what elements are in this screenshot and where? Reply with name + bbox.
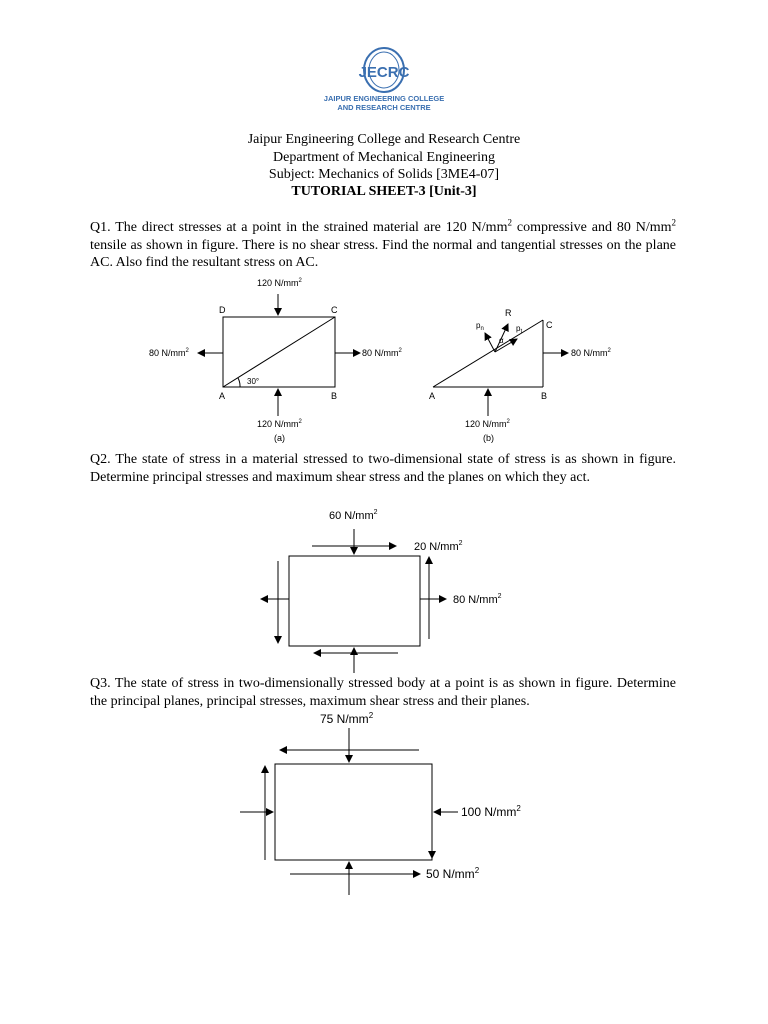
q2-figure [250,505,530,665]
svg-text:(a): (a) [274,433,285,443]
svg-text:A: A [429,391,436,401]
svg-text:R: R [505,308,512,318]
svg-text:100 N/mm2: 100 $N/mm^2$ [461,804,521,819]
question-3: Q3. The state of stress in two-dimensionally stressed body at a point is as shown in figure. Determine the principal planes, principal stresses, maximum shear stress and their planes. [90,676,676,709]
svg-text:80 N/mm2: 80 $N/mm^2$ [453,593,502,606]
logo-caption [300,94,468,112]
svg-text:C: C [331,305,338,315]
q3-figure [230,710,550,895]
svg-text:D: D [219,305,226,315]
svg-text:pt: $p_t$ [516,324,523,335]
logo-line-2: AND RESEARCH CENTRE [337,103,431,112]
svg-text:80 N/mm2: 80 $N/mm^2$ [149,348,189,358]
logo-line-1: JAIPUR ENGINEERING COLLEGE [323,94,445,103]
svg-text:120 N/mm2: 120 $N/mm^2$ [257,278,302,288]
svg-text:120 N/mm2: 120 $N/mm^2$ [465,419,510,429]
svg-text:60 N/mm2: 60 $N/mm^2$ [329,509,378,522]
logo-mark: JECRC [358,64,410,81]
department-name: Department of Mechanical Engineering [273,150,495,165]
svg-text:80 N/mm2: 80 $N/mm^2$ [362,348,402,358]
sheet-title: TUTORIAL SHEET-3 [Unit-3] [291,184,477,199]
college-name: Jaipur Engineering College and Research Centre [247,132,521,147]
svg-text:α: α [499,336,504,345]
question-1: Q1. The direct stresses at a point in the strained material are 120 $N/mm^2$ compressive and 80 $N/mm^2$ tensile as shown in figure. There is no shear stress. Find the normal and tangential stresses on the plane AC. Also find the resultant stress on AC. [90,217,676,270]
svg-text:75 N/mm2: 75 $N/mm^2$ [320,711,374,726]
subject-line: Subject: Mechanics of Solids [3ME4-07] [268,167,500,182]
svg-text:20 N/mm2: 20 $N/mm^2$ [414,540,463,553]
svg-text:C: C [546,320,553,330]
svg-text:B: B [541,391,548,401]
svg-text:(b): (b) [483,433,494,443]
question-2: Q2. The state of stress in a material stressed to two-dimensional state of stress is as shown in figure. Determine principal stresses and maximum shear stress and the planes on which they act. [90,452,676,485]
svg-text:B: B [331,391,338,401]
svg-text:50 N/mm2: 50 $N/mm^2$ [426,866,480,881]
svg-text:80 N/mm2: 80 $N/mm^2$ [571,348,611,358]
svg-text:120 N/mm2: 120 $N/mm^2$ [257,419,302,429]
q1-figure [140,276,660,446]
svg-text:30°: 30° [247,377,260,386]
svg-text:pn: $p_n$ [476,321,484,332]
svg-text:A: A [219,391,226,401]
